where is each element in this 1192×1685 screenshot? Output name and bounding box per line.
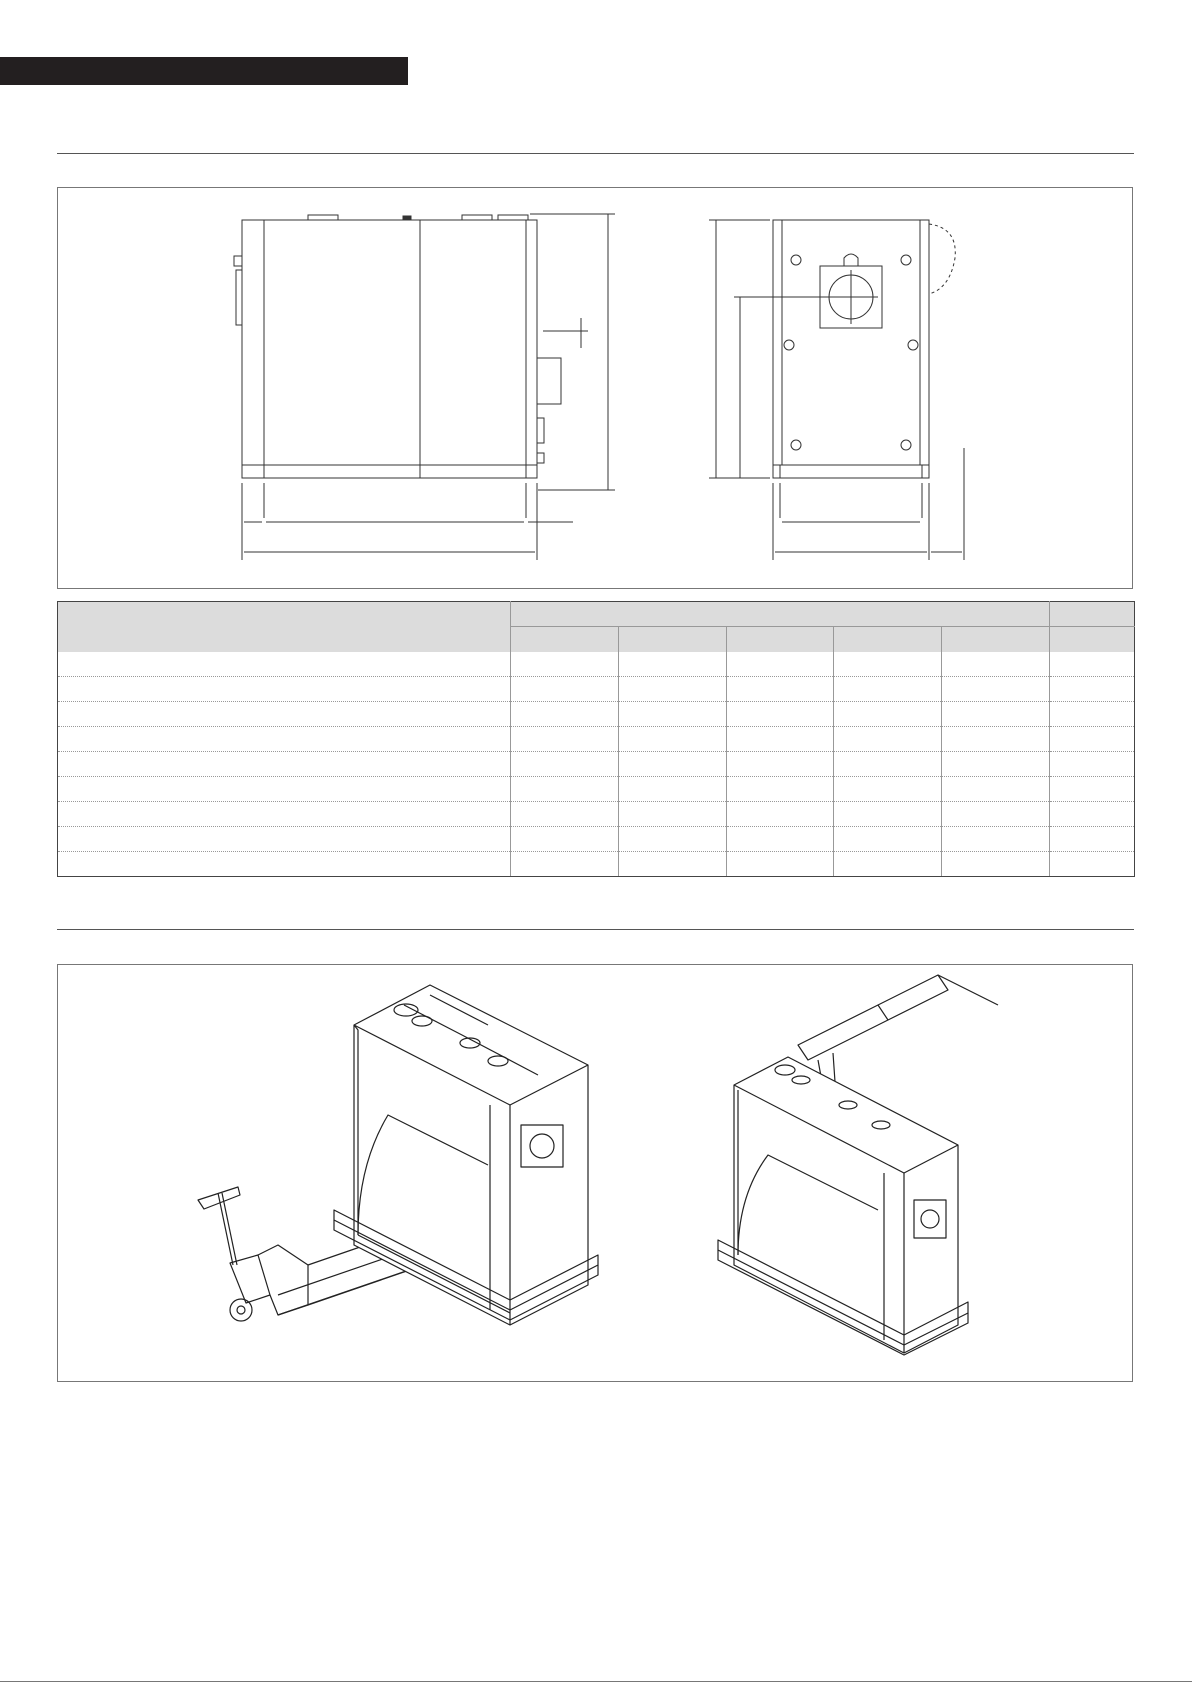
row-value <box>511 827 619 852</box>
row-value <box>727 677 834 702</box>
spec-table <box>57 601 1135 877</box>
table-header-unit <box>1050 602 1135 627</box>
row-label <box>58 852 511 877</box>
handling-figure <box>57 964 1133 1382</box>
row-value <box>511 702 619 727</box>
row-value <box>942 752 1050 777</box>
row-label <box>58 752 511 777</box>
row-value <box>727 652 834 677</box>
row-value <box>727 827 834 852</box>
row-unit <box>1050 652 1135 677</box>
row-value <box>619 802 727 827</box>
boiler-on-pallet-2 <box>718 1057 968 1355</box>
section-rule-dimensions <box>57 153 1134 154</box>
row-value <box>619 677 727 702</box>
row-value <box>727 802 834 827</box>
table-row <box>58 752 1135 777</box>
table-header-description <box>58 602 511 653</box>
row-value <box>727 727 834 752</box>
boiler-on-pallet-1 <box>334 985 598 1325</box>
row-value <box>619 852 727 877</box>
row-value <box>834 727 942 752</box>
row-value <box>942 652 1050 677</box>
model-column-header <box>727 627 834 653</box>
row-unit <box>1050 802 1135 827</box>
row-unit <box>1050 727 1135 752</box>
row-unit <box>1050 777 1135 802</box>
row-label <box>58 652 511 677</box>
row-unit <box>1050 852 1135 877</box>
row-value <box>727 752 834 777</box>
row-value <box>834 702 942 727</box>
row-value <box>727 777 834 802</box>
row-unit <box>1050 752 1135 777</box>
table-row <box>58 727 1135 752</box>
section-rule-handling <box>57 929 1134 930</box>
row-value <box>834 652 942 677</box>
row-value <box>511 802 619 827</box>
row-label <box>58 802 511 827</box>
row-value <box>942 702 1050 727</box>
row-unit <box>1050 702 1135 727</box>
row-value <box>511 852 619 877</box>
row-unit <box>1050 677 1135 702</box>
row-value <box>619 752 727 777</box>
model-column-header <box>942 627 1050 653</box>
row-value <box>942 827 1050 852</box>
table-header-models <box>511 602 1050 627</box>
row-value <box>834 752 942 777</box>
header-bar <box>0 57 408 85</box>
table-row <box>58 777 1135 802</box>
row-value <box>942 802 1050 827</box>
row-value <box>511 652 619 677</box>
table-body <box>58 652 1135 877</box>
model-column-header <box>619 627 727 653</box>
table-row <box>58 802 1135 827</box>
table-row <box>58 652 1135 677</box>
row-label <box>58 727 511 752</box>
row-value <box>511 677 619 702</box>
row-value <box>834 802 942 827</box>
row-value <box>619 702 727 727</box>
row-value <box>619 652 727 677</box>
row-value <box>619 727 727 752</box>
row-value <box>511 727 619 752</box>
row-value <box>834 777 942 802</box>
row-value <box>834 852 942 877</box>
unit-column-header <box>1050 627 1135 653</box>
table-row <box>58 702 1135 727</box>
table-row <box>58 827 1135 852</box>
row-label <box>58 827 511 852</box>
row-value <box>834 827 942 852</box>
row-value <box>942 777 1050 802</box>
dimensions-figure <box>57 187 1133 589</box>
handling-illustration <box>58 965 1134 1383</box>
row-value <box>727 702 834 727</box>
row-label <box>58 777 511 802</box>
side-view-drawing <box>234 214 615 560</box>
row-value <box>619 827 727 852</box>
row-unit <box>1050 827 1135 852</box>
row-value <box>834 677 942 702</box>
row-value <box>942 677 1050 702</box>
table-row <box>58 677 1135 702</box>
table-header-row <box>58 602 1135 627</box>
footer-rule <box>0 1681 1192 1682</box>
table-row <box>58 852 1135 877</box>
row-value <box>619 777 727 802</box>
row-label <box>58 677 511 702</box>
row-value <box>511 777 619 802</box>
row-value <box>942 727 1050 752</box>
row-value <box>942 852 1050 877</box>
row-value <box>511 752 619 777</box>
boiler-dimension-drawing <box>58 188 1134 590</box>
model-column-header <box>511 627 619 653</box>
row-label <box>58 702 511 727</box>
row-value <box>727 852 834 877</box>
front-view-drawing <box>709 220 964 560</box>
model-column-header <box>834 627 942 653</box>
